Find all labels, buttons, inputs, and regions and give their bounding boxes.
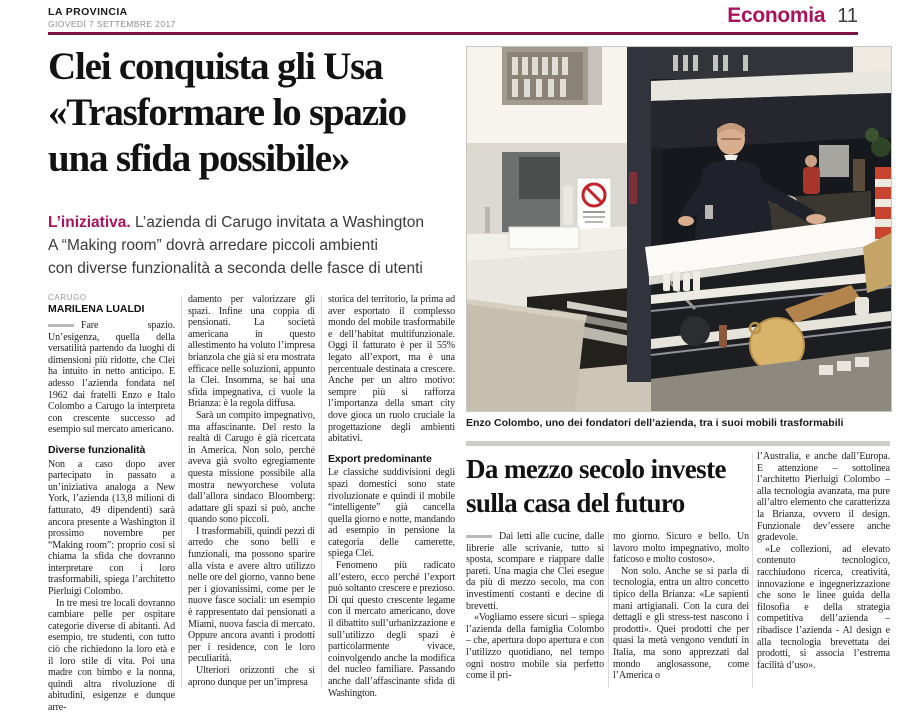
masthead: LA PROVINCIA [48,6,128,18]
column-separator [181,296,182,688]
article-photo [466,46,892,412]
standfirst-line [48,211,480,234]
header-rule [48,32,858,35]
column-separator [752,453,753,688]
paragraph: I trasformabili, quindi pezzi di arredo che sono belli e funzionali, ma possono sparire alla vista e avere altro utilizzo nelle ore del giorno, vanno bene per i giovanissimi, come per le nuove fasce sociali: un esempio è rappresentato dai pensionati a Miami, nuova fascia di mercato. Oppure ancora avanti i prodotti per i residence, con le loro peculiarità. [188,525,315,665]
second-article-column-3 [757,451,890,689]
paragraph: Fenomeno più radicato all’estero, ecco perché l’export può soltanto crescere e prezioso. Di qui questo crescente legame con il mercato americano, dove il dibattito sull’urbanizzazione e sull’utilizzo degli spazi è particolarmente vivace, coinvolgendo anche la modifica del nucleo familiare. Passando anche dall’affascinante sfida di Washington. [328,560,455,699]
secondary-headline-line: Da mezzo secolo investe [466,454,726,484]
paragraph-text: Fare spazio. Un’esigenza, quella della versatilità partendo da luoghi di dimensioni più ridotte, che Clei ha intuito in netto anticipo. E adesso l’azienda fondata nel 1962 dai fratelli Enzo e Italo Colombo a Carugo la interpreta con crescente successo ad esempio sul mercato americano. [48,320,175,436]
paragraph: Non solo. Anche se si parla di tecnologia, entra un altro concetto tipico della Brianza: «Le sapienti mani artigianali. Con la cura dei dettagli e gli stress-test nascono i prodotti». Quei prodotti che per quasi la metà vengono venduti in Italia, ma sono apprezzati dal mondo anglosassone, come l’America o [613,565,749,682]
paragraph: Le classiche suddivisioni degli spazi domestici sono state rivoluzionate e quindi il mobile “intelligente” già cancella quella giorno e notte, mandando ad esempio in pensione la categoria delle camerette, spiega Clei. [328,467,455,560]
main-headline-line: «Trasformare lo spazio [48,91,406,134]
paragraph: l’Australia, e anche dall’Europa. E attenzione – sottolinea l’architetto Pierluigi Colombo – alla tecnologia avanzata, ma pure all’altro elemento che caratterizza la Brianza, ovvero il design. Funzionale dev’essere anche gradevole. [757,451,890,544]
paragraph [48,320,175,436]
standfirst-line: con diverse funzionalità a seconda delle fasce di utenti [48,260,423,277]
photo-caption: Enzo Colombo, uno dei fondatori dell’azienda, tra i suoi mobili trasformabili [466,417,844,429]
subhead: Diverse funzionalità [48,443,146,456]
main-headline-line: Clei conquista gli Usa [48,45,383,88]
section-header [727,4,858,28]
paragraph: In tre mesi tre locali dovranno cambiare pelle per ospitare categorie diverse di abitanti. Ad esempio, tre studenti, con tutto ciò che richiedono la loro età e il loro stile di vita. Poi una madre con bimbo e la nonna, quindi altra rivoluzione di abitudini, esigenze e dunque arre- [48,597,175,713]
section-name: Economia [727,4,826,27]
column-separator [321,296,322,688]
second-article-column-1 [466,531,604,689]
column-separator [608,533,609,688]
photo-no-smoking-sign [577,178,611,230]
paragraph-text: Dai letti alle cucine, dalle librerie alle scrivanie, tutto si sposta, scompare e riappare dalle pareti. Una magia che Clei esegue da più di mezzo secolo, ma con investimenti costanti e decine di brevetti. [466,531,604,612]
dateline-location: CARUGO [48,293,87,302]
standfirst-text: L’azienda di Carugo invitata a Washington [135,214,424,231]
paragraph: Non a caso dopo aver partecipato in passato a un’iniziativa analoga a New York, l’azienda (13,8 milioni di fatturato, 49 dipendenti) sarà ancora presente a Washington il prossimo novembre per “Making room”: proprio così si chiama la sfida che dovranno interpretare con i loro trasformabili, spiega l’architetto Pierluigi Colombo. [48,458,175,598]
article-column-3 [328,294,455,699]
byline: MARILENA LUALDI [48,303,145,315]
subhead: Export predominante [328,452,432,465]
photo-illustration [467,47,891,411]
standfirst [48,211,480,280]
paragraph: damento per valorizzare gli spazi. Infine una coppia di pensionati. La società americana in questo allestimento ha voluto l’impresa brianzola che già si era mostrata efficace nelle soluzioni, appunto la Clei. Insomma, se hai una sfida impegnativa, ci vuole la Brianza: è la regola diffusa. [188,294,315,410]
secondary-headline-line: sulla casa del futuro [466,488,685,518]
standfirst-line: A “Making room” dovrà arredare piccoli ambienti [48,237,378,254]
paragraph: mo giorno. Sicuro e bello. Un lavoro molto impegnativo, molto faticoso e molto costoso». [613,531,749,566]
main-headline [48,44,468,182]
paragraph: storica del territorio, la prima ad aver esportato il complesso mondo del mobile trasformabile e dell’habitat multifunzionale. Oggi il fatturato è per il 55% legato all’export, ma è una percentuale destinata a crescere. Anche per un altro motivo: sempre più si rafforza l’importanza della smart city dove gioca un ruolo cruciale la progettazione degli ambienti abitativi. [328,294,455,445]
paragraph [466,531,604,612]
paragraph: «Le collezioni, ad elevato contenuto tecnologico, racchiudono ricerca, creatività, innovazione e ingegnerizzazione che sono le linee guida della filosofia e della strategia competitiva dell’azienda – ribadisce l’azienda - Al design e alla tecnologia brevettata dei prodotti, si associa l’estrema facilità d’uso». [757,543,890,671]
secondary-headline [466,452,766,520]
paragraph: Ulteriori orizzonti che si aprono dunque per un’impresa [188,665,315,688]
section-divider [466,441,890,446]
paragraph: «Vogliamo essere sicuri – spiega l’azienda della famiglia Colombo – che, apertura dopo apertura e con l’utilizzo quotidiano, nel tempo ogni nostro mobile sia perfetto come il pri- [466,612,604,682]
article-column-2 [188,294,315,690]
main-headline-line: una sfida possibile» [48,137,350,180]
second-article-column-2 [613,531,749,689]
paragraph: Sarà un compito impegnativo, ma affascinante. Del resto la realtà di Carugo è già ricercata in America. Non solo, perché aveva già svolto egregiamente questa missione possibile alla mostra newyorchese voluta dall’allora sindaco Bloomberg: adattare gli spazi si può, anche quando sono piccoli. [188,409,315,526]
page-number: 11 [837,5,858,27]
photo-pillar [627,47,655,382]
article-column-1 [48,320,175,713]
edition-date: GIOVEDÌ 7 SETTEMBRE 2017 [48,19,176,29]
lead-marker [466,535,492,539]
lead-marker [48,324,74,328]
kicker: L’iniziativa. [48,214,131,231]
